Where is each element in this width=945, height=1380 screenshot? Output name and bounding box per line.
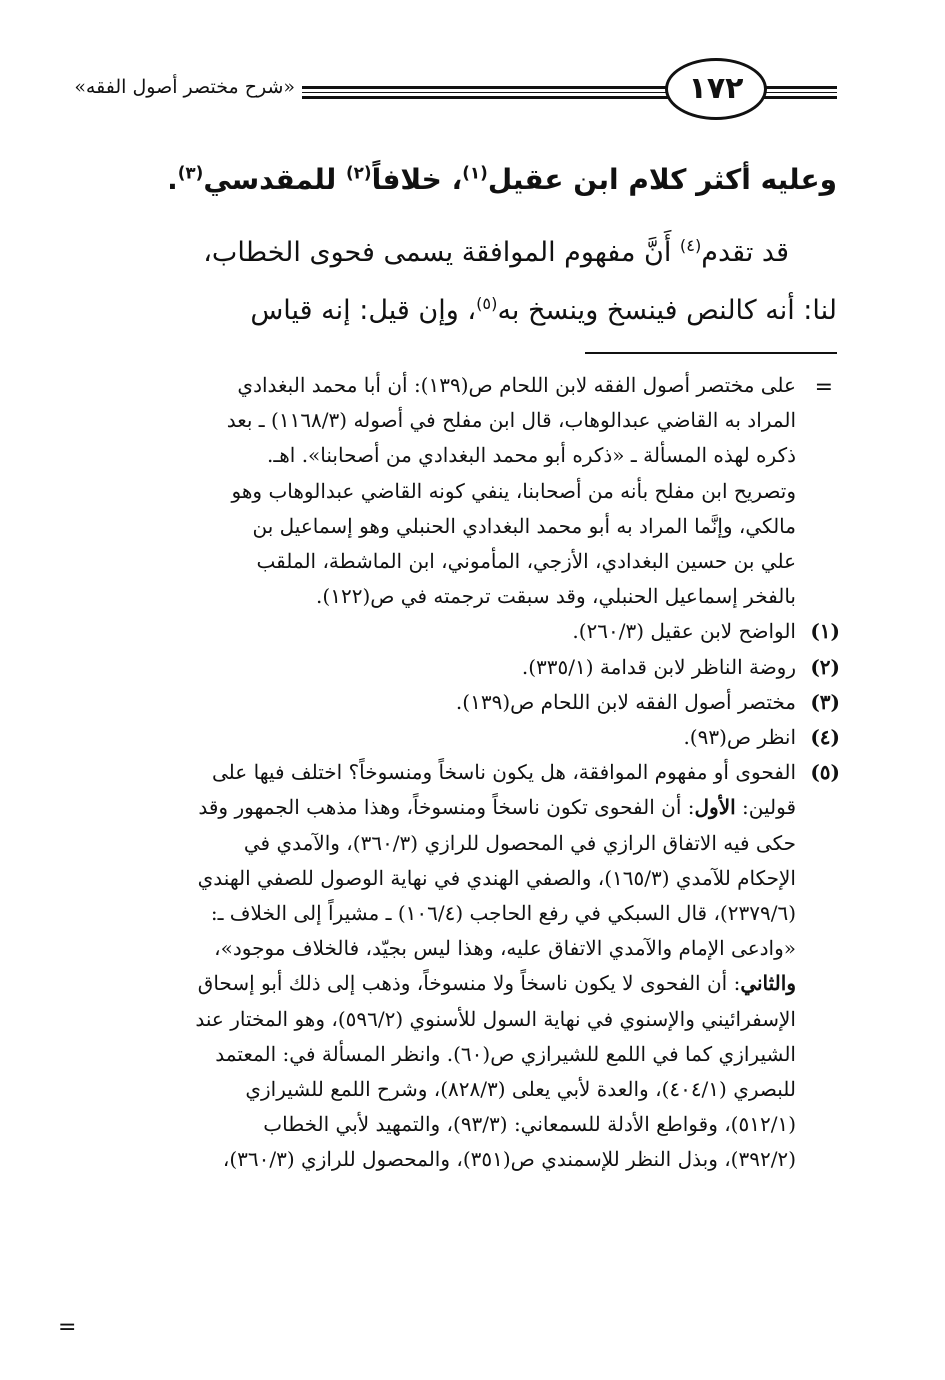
text-segment: ، خلافاً xyxy=(371,163,463,196)
text-segment: أَنَّ مفهوم الموافقة يسمى فحوى الخطاب، xyxy=(203,237,680,268)
text-segment: . xyxy=(167,163,178,196)
footnote-ref-3[interactable]: (٣) xyxy=(177,162,204,183)
text-segment: ، وإن قيل: إنه قياس xyxy=(250,295,477,326)
footnote-ref-5[interactable]: (٥) xyxy=(476,294,498,313)
footnote-5-line: للبصري (٤٠٤/١)، والعدة لأبي يعلى (٨٢٨/٣)، وشرح اللمع للشيرازي xyxy=(245,1077,796,1102)
footnote-marker: (٥) xyxy=(810,760,840,785)
footnote-5-line: (٣٩٢/٢)، وبذل النظر للإسمندي ص(٣٥١)، والمحصول للرازي (٣٦٠/٣)، xyxy=(222,1147,796,1172)
text-segment: : أن الفحوى لا يكون ناسخاً ولا منسوخاً، وذهب إلى ذلك أبو إسحاق xyxy=(197,971,741,996)
page-header xyxy=(74,58,837,132)
footnote-4 xyxy=(88,720,840,755)
main-line-3 xyxy=(92,282,837,340)
footnote-2 xyxy=(88,650,840,685)
continuation-mark-bottom: = xyxy=(58,1315,77,1340)
footnote-5-line: (٢٣٧٩/٦)، قال السبكي في رفع الحاجب (١٠٦/٤) ـ مشيراً إلى الخلاف ـ: xyxy=(210,901,796,926)
footnote-text: روضة الناظر لابن قدامة (٣٣٥/١). xyxy=(521,654,796,679)
text-segment: لنا: أنه كالنص فينسخ وينسخ به xyxy=(497,295,837,326)
footnote-5-line: الإسفرائيني والإسنوي في نهاية السول للأسنوي (٥٩٦/٢)، وهو المختار عند xyxy=(195,1006,796,1031)
footnote-ref-2[interactable]: (٢) xyxy=(345,162,372,183)
main-line-1 xyxy=(92,150,837,210)
footnote-5-line xyxy=(88,966,840,1001)
footnote-continued-line: على مختصر أصول الفقه لابن اللحام ص(١٣٩): أن أبا محمد البغدادي xyxy=(237,373,796,397)
footnote-marker: (١) xyxy=(810,619,840,644)
footnote-ref-1[interactable]: (١) xyxy=(462,162,488,183)
page-number: ١٧٢ xyxy=(665,58,767,120)
keyword-second: والثاني xyxy=(740,971,796,996)
footnotes xyxy=(88,368,840,1178)
text-segment: قد تقدم xyxy=(701,237,789,268)
footnote-continued-line: المراد به القاضي عبدالوهاب، قال ابن مفلح في أصوله (١١٦٨/٣) ـ بعد xyxy=(226,408,796,433)
footnote-continued-line: ذكره لهذه المسألة ـ «ذكره أبو محمد البغدادي من أصحابنا». اهـ. xyxy=(267,443,796,468)
footnote-marker: (٤) xyxy=(810,725,840,750)
footnote-5 xyxy=(88,755,840,790)
footnote-3 xyxy=(88,685,840,720)
footnote-text: الواضح لابن عقيل (٢٦٠/٣). xyxy=(572,619,796,644)
footnote-marker: (٢) xyxy=(810,654,840,679)
footnote-5-line: حكى فيه الاتفاق الرازي في المحصول للرازي (٣٦٠/٣)، والآمدي في xyxy=(243,830,796,855)
footnote-continued-line: مالكي، وإنَّما المراد به أبو محمد البغدادي الحنبلي وهو إسماعيل بن xyxy=(252,513,796,538)
footnote-5-line: الشيرازي كما في اللمع للشيرازي ص(٦٠). وانظر المسألة في: المعتمد xyxy=(215,1041,796,1066)
footnote-ref-4[interactable]: (٤) xyxy=(679,236,702,255)
footnote-5-line: (٥١٢/١)، وقواطع الأدلة للسمعاني: (٩٣/٣)، والتمهيد لأبي الخطاب xyxy=(263,1112,796,1137)
footnote-marker: (٣) xyxy=(810,689,840,714)
footnote-text: الفحوى أو مفهوم الموافقة، هل يكون ناسخاً ومنسوخاً؟ اختلف فيها على xyxy=(212,760,796,785)
footnote-text: انظر ص(٩٣). xyxy=(683,725,796,750)
footnote-continued-line: علي بن حسين البغدادي، الأزجي، المأموني، ابن الماشطة، الملقب xyxy=(256,549,796,574)
footnote-separator xyxy=(585,352,837,354)
text-segment: قولين: xyxy=(735,795,796,820)
running-title: «شرح مختصر أصول الفقه» xyxy=(74,76,295,98)
footnote-1 xyxy=(88,614,840,649)
footnote-continued-line: بالفخر إسماعيل الحنبلي، وقد سبقت ترجمته في ص(١٢٢). xyxy=(316,584,796,609)
text-segment: وعليه أكثر كلام ابن عقيل xyxy=(487,163,837,196)
main-text xyxy=(92,150,837,340)
keyword-first: الأول xyxy=(694,795,736,820)
main-line-2 xyxy=(92,224,837,282)
footnote-5-line xyxy=(88,790,840,825)
footnote-5-line: «وادعى الإمام والآمدي الاتفاق عليه، وهذا ليس بجيّد، فالخلاف موجود»، xyxy=(214,936,796,961)
text-segment: : أن الفحوى تكون ناسخاً ومنسوخاً، وهذا مذهب الجمهور وقد xyxy=(198,795,695,820)
continuation-mark-top: = xyxy=(814,375,833,400)
footnote-continued-line: وتصريح ابن مفلح بأنه من أصحابنا، ينفي كونه القاضي عبدالوهاب وهو xyxy=(231,478,796,503)
footnote-text: مختصر أصول الفقه لابن اللحام ص(١٣٩). xyxy=(455,689,796,714)
text-segment: للمقدسي xyxy=(203,163,346,196)
footnote-5-line: الإحكام للآمدي (١٦٥/٣)، والصفي الهندي في نهاية الوصول للصفي الهندي xyxy=(197,865,796,890)
